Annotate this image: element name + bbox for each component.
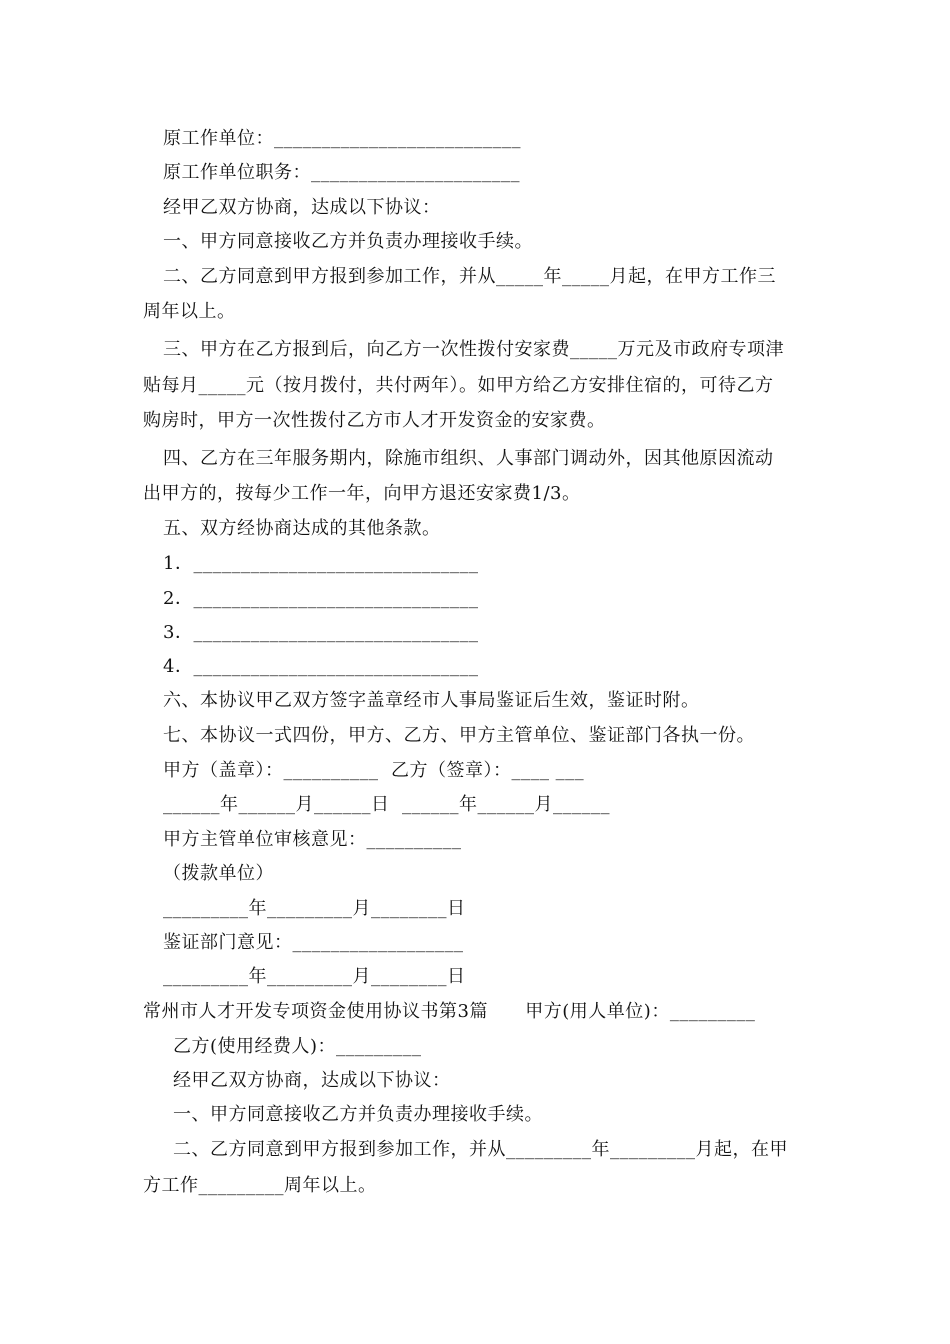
- text-line: 贴每月_____元（按月拨付，共付两年）。如甲方给乙方安排住宿的，可待乙方: [143, 375, 774, 396]
- date-line: _________年_________月________日: [163, 966, 466, 987]
- text-line: 经甲乙双方协商，达成以下协议：: [163, 197, 441, 218]
- text-line: 原工作单位：__________________________: [163, 128, 521, 149]
- text-line: 购房时，甲方一次性拨付乙方市人才开发资金的安家费。: [143, 410, 606, 431]
- list-item: 3．______________________________: [163, 622, 479, 643]
- text-line: 六、本协议甲乙双方签字盖章经市人事局鉴证后生效，鉴证时附。: [163, 690, 700, 711]
- text-line: 三、甲方在乙方报到后，向乙方一次性拨付安家费_____万元及市政府专项津: [163, 339, 784, 360]
- text-line: 四、乙方在三年服务期内，除施市组织、人事部门调动外，因其他原因流动: [163, 448, 774, 469]
- text-line: 出甲方的，按每少工作一年，向甲方退还安家费1/3。: [143, 483, 581, 504]
- text-line: 一、甲方同意接收乙方并负责办理接收手续。: [173, 1104, 543, 1125]
- text-line: （拨款单位）: [163, 863, 274, 884]
- date-line: ______年______月______日 ______年______月______: [163, 794, 610, 815]
- text-line: 七、本协议一式四份，甲方、乙方、甲方主管单位、鉴证部门各执一份。: [163, 725, 755, 746]
- list-item: 4．______________________________: [163, 656, 479, 677]
- text-line: 二、乙方同意到甲方报到参加工作，并从_________年_________月起，在甲: [173, 1139, 788, 1160]
- text-line: 鉴证部门意见：__________________: [163, 932, 464, 953]
- text-line: 原工作单位职务：______________________: [163, 162, 520, 183]
- text-line: 周年以上。: [143, 301, 236, 322]
- list-item: 2．______________________________: [163, 588, 479, 609]
- list-item: 1．______________________________: [163, 553, 479, 574]
- text-line: 甲方主管单位审核意见：__________: [163, 829, 462, 850]
- date-line: _________年_________月________日: [163, 898, 466, 919]
- text-line: 五、双方经协商达成的其他条款。: [163, 518, 441, 539]
- text-line: 经甲乙双方协商，达成以下协议：: [173, 1070, 451, 1091]
- text-line: 方工作_________周年以上。: [143, 1175, 377, 1196]
- section-heading: 常州市人才开发专项资金使用协议书第3篇 甲方(用人单位)：_________: [143, 1001, 756, 1022]
- text-line: 乙方(使用经费人)：_________: [173, 1036, 422, 1057]
- text-line: 二、乙方同意到甲方报到参加工作，并从_____年_____月起，在甲方工作三: [163, 266, 776, 287]
- signature-line: 甲方（盖章）：__________ 乙方（签章）：____ ___: [163, 760, 585, 781]
- text-line: 一、甲方同意接收乙方并负责办理接收手续。: [163, 231, 533, 252]
